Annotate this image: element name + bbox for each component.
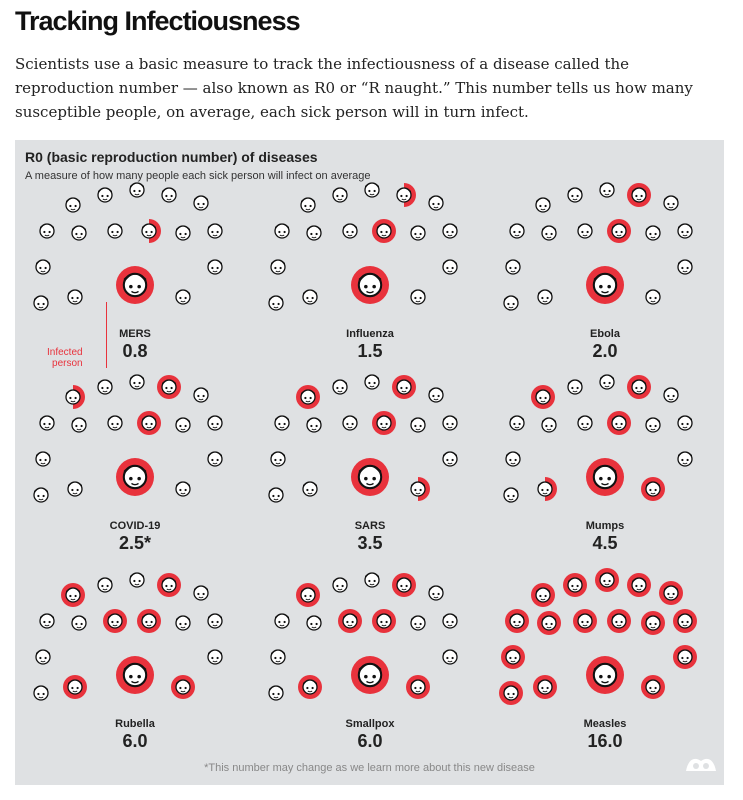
person-icon <box>271 452 285 467</box>
person-icon <box>365 573 379 588</box>
person-icon <box>563 573 587 597</box>
person-icon <box>659 581 683 605</box>
person-icon <box>673 645 697 669</box>
person-icon <box>176 290 190 305</box>
person-icon <box>510 224 524 239</box>
person-icon <box>130 573 144 588</box>
person-icon <box>194 388 208 403</box>
person-icon <box>103 609 127 633</box>
person-icon <box>269 296 283 311</box>
person-icon <box>641 675 665 699</box>
person-icon <box>275 416 289 431</box>
person-icon <box>372 219 396 243</box>
person-icon <box>627 573 651 597</box>
infected-person-icon <box>351 656 389 694</box>
person-icon <box>137 609 161 633</box>
person-icon <box>208 452 222 467</box>
disease-name-label: MERS <box>119 328 151 340</box>
disease-name-label: Influenza <box>346 328 394 340</box>
person-icon <box>72 616 86 631</box>
person-icon <box>542 226 556 241</box>
person-icon <box>578 224 592 239</box>
person-icon <box>411 226 425 241</box>
person-icon <box>298 675 322 699</box>
person-icon <box>501 645 525 669</box>
person-icon <box>176 616 190 631</box>
disease-name-label: Measles <box>583 718 627 730</box>
person-icon <box>307 616 321 631</box>
person-icon <box>271 650 285 665</box>
intro-paragraph: Scientists use a basic measure to track the infectiousness of a disease called the reproduction number — also known as R0 or “R naught.” This number tells us how many susceptible people, on average, each sick person will in turn infect. <box>15 55 693 121</box>
person-icon <box>176 482 190 497</box>
person-icon <box>678 416 692 431</box>
person-icon <box>365 375 379 390</box>
person-icon <box>72 418 86 433</box>
person-icon <box>296 385 320 409</box>
person-icon <box>36 260 50 275</box>
person-icon <box>40 416 54 431</box>
person-icon <box>142 219 161 243</box>
person-icon <box>531 385 555 409</box>
person-icon <box>646 290 660 305</box>
person-icon <box>641 477 665 501</box>
disease-panels <box>15 140 724 785</box>
person-icon <box>301 198 315 213</box>
footnote: *This number may change as we learn more about this new disease <box>204 762 535 774</box>
person-icon <box>34 488 48 503</box>
person-icon <box>40 224 54 239</box>
person-icon <box>108 224 122 239</box>
person-icon <box>271 260 285 275</box>
person-icon <box>68 290 82 305</box>
person-icon <box>536 198 550 213</box>
person-icon <box>34 296 48 311</box>
person-icon <box>171 675 195 699</box>
person-icon <box>36 650 50 665</box>
r0-value-label: 0.8 <box>122 341 148 361</box>
person-icon <box>411 616 425 631</box>
person-icon <box>108 416 122 431</box>
person-icon <box>269 686 283 701</box>
disease-name-label: Mumps <box>585 520 625 532</box>
person-icon <box>72 226 86 241</box>
person-icon <box>510 416 524 431</box>
person-icon <box>411 290 425 305</box>
callout-text-line-1: Infected <box>47 347 83 358</box>
person-icon <box>627 183 651 207</box>
person-icon <box>269 488 283 503</box>
person-icon <box>372 411 396 435</box>
person-icon <box>505 609 529 633</box>
person-icon <box>392 375 416 399</box>
person-icon <box>411 418 425 433</box>
person-icon <box>194 196 208 211</box>
r0-infographic <box>15 140 724 785</box>
person-icon <box>392 573 416 597</box>
person-icon <box>506 452 520 467</box>
person-icon <box>678 224 692 239</box>
person-icon <box>595 568 619 592</box>
person-icon <box>208 224 222 239</box>
person-icon <box>66 385 85 409</box>
person-icon <box>34 686 48 701</box>
person-icon <box>607 609 631 633</box>
infected-person-icon <box>116 458 154 496</box>
person-icon <box>533 675 557 699</box>
person-icon <box>157 573 181 597</box>
person-icon <box>538 477 557 501</box>
person-icon <box>372 609 396 633</box>
person-icon <box>36 452 50 467</box>
person-icon <box>646 226 660 241</box>
r0-value-label: 1.5 <box>357 341 383 361</box>
person-icon <box>531 583 555 607</box>
person-icon <box>162 188 176 203</box>
person-icon <box>411 477 430 501</box>
person-icon <box>678 452 692 467</box>
person-icon <box>176 226 190 241</box>
person-icon <box>429 586 443 601</box>
r0-value-label: 2.5* <box>118 533 152 553</box>
person-icon <box>573 609 597 633</box>
callout-text-line-2: person <box>52 358 83 369</box>
infected-person-icon <box>586 458 624 496</box>
person-icon <box>130 183 144 198</box>
person-icon <box>664 196 678 211</box>
infected-person-icon <box>351 266 389 304</box>
person-icon <box>98 188 112 203</box>
infected-person-icon <box>586 656 624 694</box>
infected-person-icon <box>116 656 154 694</box>
infected-person-icon <box>116 266 154 304</box>
infographic-title: R0 (basic reproduction number) of diseases <box>25 149 318 165</box>
person-icon <box>406 675 430 699</box>
r0-value-label: 6.0 <box>122 731 148 751</box>
person-icon <box>343 416 357 431</box>
person-icon <box>296 583 320 607</box>
page-heading: Tracking Infectiousness <box>15 6 300 36</box>
infected-person-callout-line <box>106 302 107 368</box>
person-icon <box>68 482 82 497</box>
person-icon <box>208 650 222 665</box>
r0-value-label: 3.5 <box>357 533 383 553</box>
person-icon <box>443 614 457 629</box>
person-icon <box>538 290 552 305</box>
person-icon <box>397 183 416 207</box>
person-icon <box>537 611 561 635</box>
person-icon <box>343 224 357 239</box>
person-icon <box>208 614 222 629</box>
person-icon <box>443 452 457 467</box>
disease-name-label: Smallpox <box>345 718 395 730</box>
person-icon <box>40 614 54 629</box>
person-icon <box>275 224 289 239</box>
person-icon <box>307 418 321 433</box>
person-icon <box>303 482 317 497</box>
person-icon <box>429 388 443 403</box>
person-icon <box>499 681 523 705</box>
person-icon <box>429 196 443 211</box>
person-icon <box>641 611 665 635</box>
person-icon <box>600 375 614 390</box>
person-icon <box>63 675 87 699</box>
person-icon <box>542 418 556 433</box>
visual-capitalist-logo-icon <box>684 752 718 774</box>
person-icon <box>208 260 222 275</box>
person-icon <box>504 488 518 503</box>
disease-name-label: Ebola <box>590 328 620 340</box>
person-icon <box>338 609 362 633</box>
r0-value-label: 16.0 <box>587 731 623 751</box>
person-icon <box>98 578 112 593</box>
person-icon <box>333 578 347 593</box>
disease-name-label: COVID-19 <box>109 520 161 532</box>
person-icon <box>443 260 457 275</box>
person-icon <box>365 183 379 198</box>
infected-person-callout <box>47 347 83 369</box>
disease-name-label: Rubella <box>115 718 155 730</box>
person-icon <box>275 614 289 629</box>
person-icon <box>443 650 457 665</box>
person-icon <box>307 226 321 241</box>
r0-value-label: 4.5 <box>592 533 618 553</box>
person-icon <box>303 290 317 305</box>
person-icon <box>157 375 181 399</box>
person-icon <box>506 260 520 275</box>
person-icon <box>568 380 582 395</box>
person-icon <box>208 416 222 431</box>
person-icon <box>678 260 692 275</box>
person-icon <box>333 188 347 203</box>
person-icon <box>607 219 631 243</box>
person-icon <box>61 583 85 607</box>
person-icon <box>673 609 697 633</box>
infographic-subtitle: A measure of how many people each sick person will infect on average <box>25 170 371 182</box>
person-icon <box>333 380 347 395</box>
person-icon <box>607 411 631 435</box>
disease-name-label: SARS <box>354 520 386 532</box>
r0-value-label: 2.0 <box>592 341 618 361</box>
person-icon <box>600 183 614 198</box>
person-icon <box>176 418 190 433</box>
person-icon <box>194 586 208 601</box>
person-icon <box>578 416 592 431</box>
r0-value-label: 6.0 <box>357 731 383 751</box>
person-icon <box>627 375 651 399</box>
person-icon <box>646 418 660 433</box>
person-icon <box>66 198 80 213</box>
person-icon <box>664 388 678 403</box>
person-icon <box>443 416 457 431</box>
person-icon <box>443 224 457 239</box>
person-icon <box>568 188 582 203</box>
person-icon <box>130 375 144 390</box>
infected-person-icon <box>586 266 624 304</box>
person-icon <box>504 296 518 311</box>
person-icon <box>137 411 161 435</box>
infected-person-icon <box>351 458 389 496</box>
person-icon <box>98 380 112 395</box>
